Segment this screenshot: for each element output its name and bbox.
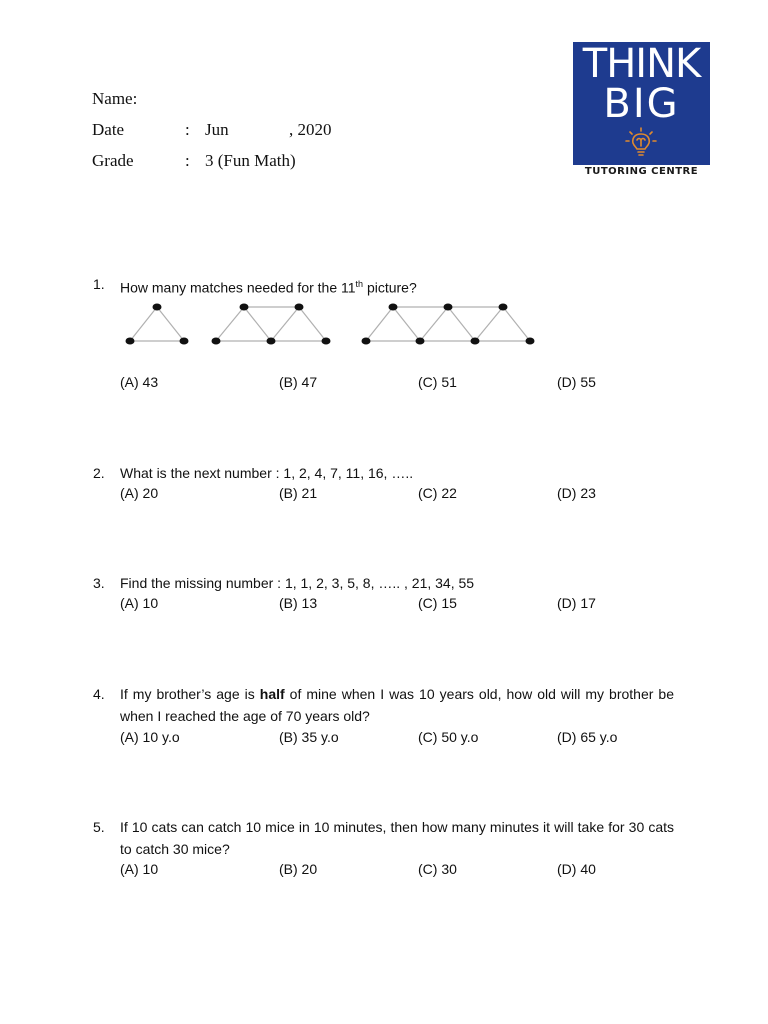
picture-3 [366, 307, 530, 341]
option-b[interactable]: (B) 21 [279, 485, 318, 501]
logo-tagline: TUTORING CENTRE [584, 166, 699, 177]
date-year: , 2020 [289, 120, 332, 139]
option-d[interactable]: (D) 40 [557, 861, 596, 877]
option-c[interactable]: (C) 22 [418, 485, 457, 501]
date-label: Date [92, 120, 125, 139]
picture-2 [216, 307, 326, 341]
option-b[interactable]: (B) 47 [279, 374, 318, 390]
option-a[interactable]: (A) 10 [120, 595, 159, 611]
question-number: 3. [93, 575, 105, 591]
logo-word-think: THINK [582, 42, 701, 87]
grade-row [92, 151, 296, 231]
question-number: 4. [93, 686, 105, 702]
date-colon: : [185, 120, 190, 139]
option-a[interactable]: (A) 10 [120, 861, 159, 877]
lightbulb-brain-icon [623, 126, 659, 160]
option-a[interactable]: (A) 10 y.o [120, 729, 180, 745]
option-a[interactable]: (A) 43 [120, 374, 159, 390]
grade-label: Grade [92, 151, 134, 170]
picture-1 [130, 307, 184, 341]
emphasis-half: half [259, 686, 285, 702]
option-b[interactable]: (B) 13 [279, 595, 318, 611]
option-d[interactable]: (D) 65 y.o [557, 729, 618, 745]
grade-value: 3 (Fun Math) [205, 151, 296, 170]
picture-1-dots [126, 304, 189, 345]
question-number: 2. [93, 465, 105, 481]
question-text: How many matches needed for the 11th picture? [120, 279, 417, 296]
option-d[interactable]: (D) 55 [557, 374, 596, 390]
question-text: Find the missing number : 1, 1, 2, 3, 5, 8, ….. , 21, 34, 55 [120, 575, 475, 591]
matchstick-triangles-figure [118, 298, 538, 350]
name-label: Name: [92, 89, 138, 108]
picture-3-dots [362, 304, 535, 345]
option-d[interactable]: (D) 23 [557, 485, 596, 501]
option-b[interactable]: (B) 20 [279, 861, 318, 877]
date-month: Jun [205, 120, 229, 139]
logo-word-big: BIG [603, 81, 680, 127]
option-a[interactable]: (A) 20 [120, 485, 159, 501]
question-text: What is the next number : 1, 2, 4, 7, 11, 16, ….. [120, 465, 414, 481]
question-number: 1. [93, 276, 105, 292]
question-number: 5. [93, 819, 105, 835]
option-c[interactable]: (C) 51 [418, 374, 457, 390]
option-c[interactable]: (C) 15 [418, 595, 457, 611]
option-d[interactable]: (D) 17 [557, 595, 596, 611]
question-text: If 10 cats can catch 10 mice in 10 minutes, then how many minutes it will take for 30 cats to catch 30 mice? [120, 819, 674, 857]
option-c[interactable]: (C) 50 y.o [418, 729, 479, 745]
grade-colon: : [185, 151, 190, 170]
option-c[interactable]: (C) 30 [418, 861, 457, 877]
option-b[interactable]: (B) 35 y.o [279, 729, 339, 745]
think-big-logo [573, 42, 710, 165]
question-text: If my brother’s age is half of mine when I was 10 years old, how old will my brother be when I reached the age of 70 years old? [120, 686, 675, 724]
